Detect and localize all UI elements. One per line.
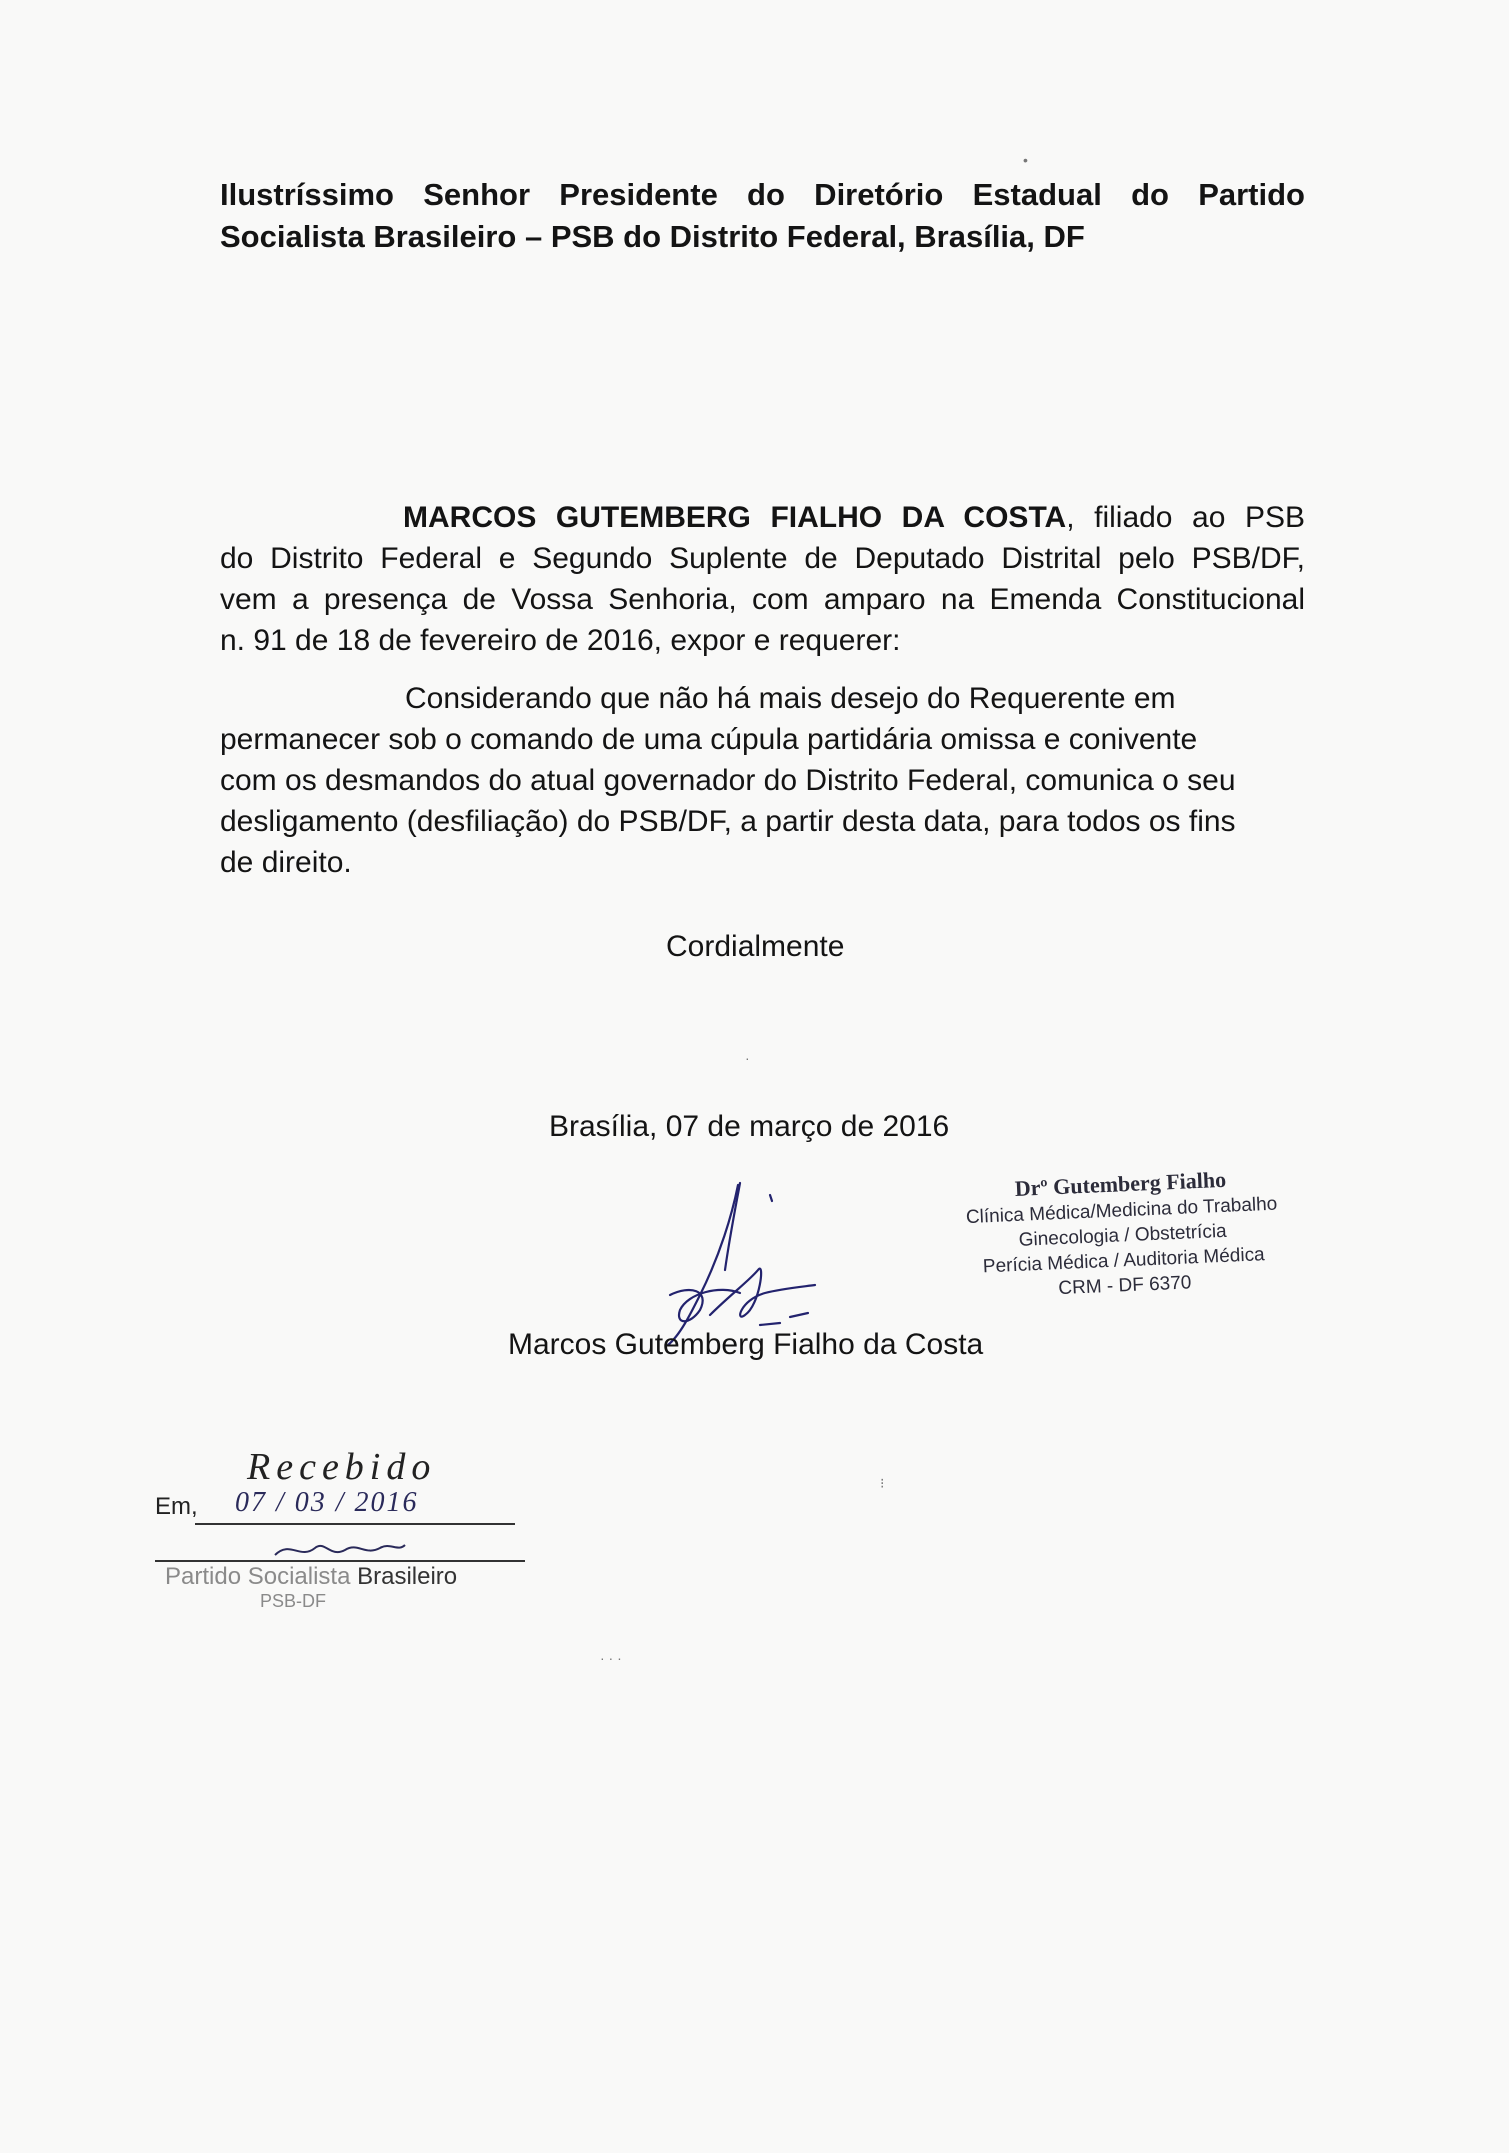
stamp-name: Drº Gutemberg Fialho (1014, 1166, 1227, 1201)
request-line-3: vem a presença de Vossa Senhoria, com amparo na Emenda Constitucional (220, 583, 1305, 616)
reason-line-3: com os desmandos do atual governador do Distrito Federal, comunica o seu (220, 764, 1236, 797)
requester-name: MARCOS GUTEMBERG FIALHO DA COSTA (403, 501, 1067, 534)
received-stamp (155, 1445, 535, 1611)
request-line-2: do Distrito Federal e Segundo Suplente de Deputado Distrital pelo PSB/DF, (220, 542, 1305, 575)
closing-salutation: Cordialmente (666, 930, 845, 963)
request-line-1 (220, 497, 1305, 538)
addressee-line-2: Socialista Brasileiro – PSB do Distrito Federal, Brasília, DF (220, 219, 1085, 254)
received-party-bold: Brasileiro (357, 1563, 458, 1590)
received-party-sub: PSB-DF (260, 1591, 327, 1611)
reason-paragraph (220, 678, 1290, 883)
reason-line-1: Considerando que não há mais desejo do Requerente em (405, 682, 1176, 715)
reason-line-4: desligamento (desfiliação) do PSB/DF, a partir desta data, para todos os fins (220, 805, 1236, 838)
handwritten-signature-icon (640, 1175, 830, 1350)
request-paragraph (220, 497, 1305, 661)
reason-line-2: permanecer sob o comando de uma cúpula partidária omissa e conivente (220, 723, 1198, 756)
request-line-4: n. 91 de 18 de fevereiro de 2016, expor e requerer: (220, 624, 901, 657)
received-em-label: Em, (155, 1493, 198, 1520)
stamp-line-1: Clínica Médica/Medicina do Trabalho (965, 1193, 1278, 1229)
received-date: 07 / 03 / 2016 (235, 1487, 419, 1518)
scan-speck: • (1023, 152, 1028, 168)
addressee-line-1: Ilustríssimo Senhor Presidente do Diretório Estadual do Partido (220, 177, 1305, 212)
reason-line-5: de direito. (220, 846, 352, 879)
received-signature-rule (155, 1560, 525, 1562)
scan-speck: · · · (600, 1650, 622, 1666)
received-party (165, 1563, 457, 1612)
stamp-line-2: Ginecologia / Obstetrícia (1018, 1220, 1228, 1251)
stamp-line-3: Perícia Médica / Auditoria Médica (982, 1244, 1266, 1278)
signatory-name: Marcos Gutemberg Fialho da Costa (508, 1328, 984, 1361)
doctor-stamp (945, 1163, 1300, 1306)
scan-speck: · (745, 1050, 750, 1066)
received-party-faint: Partido Socialista (165, 1563, 351, 1590)
stamp-line-4: CRM - DF 6370 (1057, 1272, 1192, 1300)
place-and-date: Brasília, 07 de março de 2016 (549, 1110, 950, 1143)
received-title: Recebido (247, 1446, 437, 1488)
received-date-rule (195, 1523, 515, 1525)
addressee-heading (220, 174, 1305, 258)
request-line-1-rest: , filiado ao PSB (1066, 501, 1306, 534)
scan-speck: ⁝ (880, 1475, 885, 1491)
